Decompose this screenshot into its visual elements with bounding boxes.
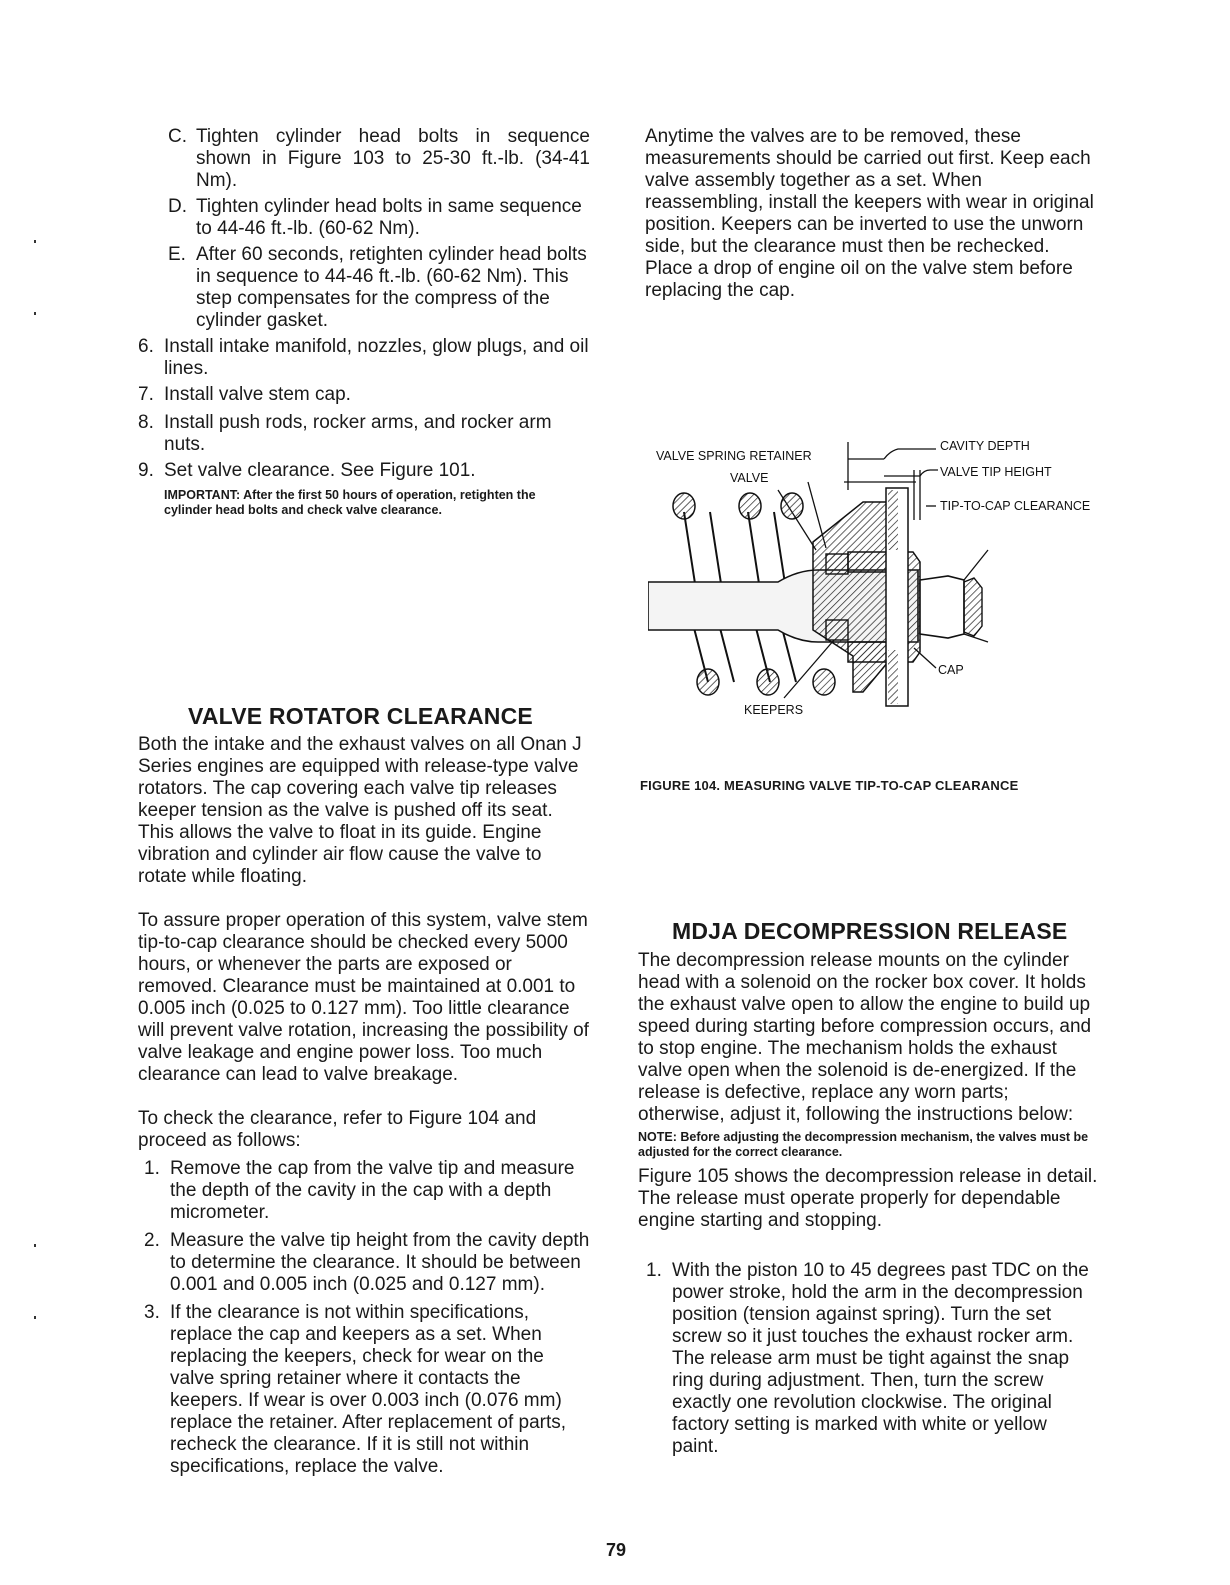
paragraph: To assure proper operation of this system, valve stem tip-to-cap clearance should be checked every 5000 hours, or whenever the parts are exposed or removed. Clearance must be maintained at 0.001 to 0.005 inch (0.025 to 0.127 mm). Too little clearance will prevent valve rotation, increasing the possibility of valve leakage and engine power loss. Too much clearance can lead to valve breakage. [138,910,589,1085]
step-number: 2. [144,1230,160,1251]
paragraph: Figure 105 shows the decompression release in detail. The release must operate properly for dependable engine starting and stopping. [638,1166,1098,1231]
step-text: Tighten cylinder head bolts in same sequence to 44-46 ft.-lb. (60-62 Nm). [196,196,582,239]
step-text: After 60 seconds, retighten cylinder head bolts in sequence to 44-46 ft.-lb. (60-62 Nm). This step compensates for the compress of the cylinder gasket. [196,244,587,331]
page-number: 79 [606,1540,627,1560]
check-step-3 [138,1302,593,1478]
step-d [168,196,590,240]
step-number: 9. [138,460,154,481]
adjuster-thread [964,578,982,636]
cap-leader [914,648,936,668]
paragraph: The decompression release mounts on the cylinder head with a solenoid on the rocker box cover. It holds the exhaust valve open to allow the engine to build up speed during starting before compression occurs, and to stop engine. The mechanism holds the exhaust valve open when the solenoid is de-energized. If the release is defective, replace any worn parts; otherwise, adjust it, following the instructions below: [638,950,1092,1125]
cap-flange-hatch [888,650,898,704]
step-9 [138,460,590,482]
step-number: 3. [144,1302,160,1323]
label-cap: CAP [938,663,964,677]
label-tip-to-cap: TIP-TO-CAP CLEARANCE [940,499,1091,513]
step-text: Tighten cylinder head bolts in sequence shown in Figure 103 to 25-30 ft.-lb. (34-41 Nm). [196,126,590,191]
label-valve-tip-height: VALVE TIP HEIGHT [940,465,1052,479]
important-note: IMPORTANT: After the first 50 hours of operation, retighten the cylinder head bolts and check valve clearance. [164,488,536,517]
keeper-bottom [826,620,848,640]
step-8 [138,412,590,456]
label-cavity-depth: CAVITY DEPTH [940,439,1030,453]
step-7 [138,384,590,406]
adjuster-nut [920,576,964,638]
step-text: If the clearance is not within specifications, replace the cap and keepers as a set. When replacing the keepers, check for wear on the valve spring retainer where it contacts the keepers. If wear is over 0.003 inch (0.076 mm) replace the retainer. After replacement of parts, recheck the clearance. If it is still not within specifications, replace the valve. [170,1302,567,1477]
paragraph: Both the intake and the exhaust valves on all Onan J Series engines are equipped with release-type valve rotators. The cap covering each valve tip releases keeper tension as the valve is pushed off its seat. This allows the valve to float in its guide. Engine vibration and cylinder air flow cause the valve to rotate while floating. [138,734,582,887]
section-heading: VALVE ROTATOR CLEARANCE [188,703,533,729]
label-valve-spring-retainer: VALVE SPRING RETAINER [656,449,812,463]
step-text: With the piston 10 to 45 degrees past TDC on the power stroke, hold the arm in the decompression position (tension against spring). Turn the set screw so it just touches the exhaust rocker arm. The release arm must be tight against the snap ring during adjustment. Then, turn the screw exactly one revolution clockwise. The original factory setting is marked with white or yellow paint. [672,1260,1089,1457]
mdja-step-1 [638,1260,1098,1458]
figure-caption: FIGURE 104. MEASURING VALVE TIP-TO-CAP CLEARANCE [640,778,1019,793]
step-6 [138,336,590,380]
cap-flange-hatch [888,490,898,550]
figure-104-diagram [648,430,1118,720]
label-valve: VALVE [730,471,769,485]
step-number: D. [168,196,187,217]
step-c [168,126,590,192]
step-number: 1. [646,1260,662,1281]
paragraph: To check the clearance, refer to Figure 104 and proceed as follows: [138,1108,537,1151]
step-e [168,244,590,332]
scan-speck [34,1316,36,1319]
step-number: C. [168,126,187,147]
check-step-2 [138,1230,593,1296]
valve-spring-retainer [813,502,888,692]
label-keepers: KEEPERS [744,703,804,717]
step-number: 1. [144,1158,160,1179]
keeper-top [826,554,848,574]
valve-rotator-section [138,705,593,1478]
step-number: 6. [138,336,154,357]
leader-line [964,550,988,580]
left-column [138,126,590,518]
step-number: 8. [138,412,154,433]
step-text: Install valve stem cap. [164,384,351,405]
scan-speck [34,1244,36,1247]
right-intro [645,126,1100,302]
step-text: Install push rods, rocker arms, and rocker arm nuts. [164,412,552,455]
mdja-section [638,920,1098,1458]
step-number: E. [168,244,186,265]
leader-line [964,634,988,642]
check-step-1 [138,1158,593,1224]
section-heading: MDJA DECOMPRESSION RELEASE [672,918,1068,944]
scan-speck [34,240,36,243]
scan-speck [34,312,36,315]
step-number: 7. [138,384,154,405]
note: NOTE: Before adjusting the decompression mechanism, the valves must be adjusted for the correct clearance. [638,1130,1089,1159]
step-text: Install intake manifold, nozzles, glow plugs, and oil lines. [164,336,589,379]
step-text: Remove the cap from the valve tip and measure the depth of the cavity in the cap with a depth micrometer. [170,1158,575,1223]
paragraph: Anytime the valves are to be removed, these measurements should be carried out first. Keep each valve assembly together as a set. When reassembling, install the keepers with wear in original position. Keepers can be inverted to use the unworn side, but the clearance must then be rechecked. Place a drop of engine oil on the valve stem before replacing the cap. [645,126,1094,301]
step-text: Measure the valve tip height from the cavity depth to determine the clearance. It should be between 0.001 and 0.005 inch (0.025 and 0.127 mm). [170,1230,590,1295]
step-text: Set valve clearance. See Figure 101. [164,460,476,481]
